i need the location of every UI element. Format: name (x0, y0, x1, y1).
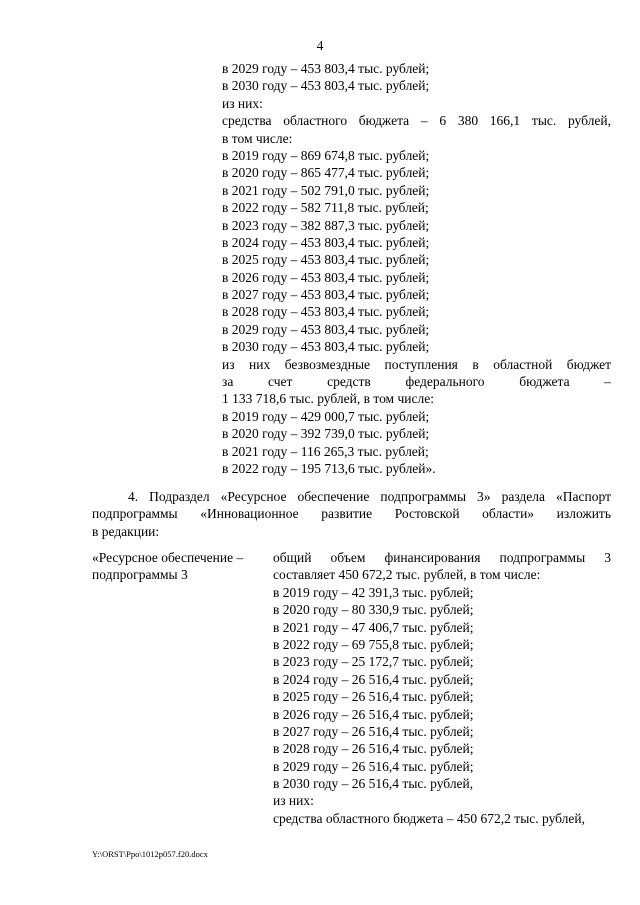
text-line: в 2029 году – 453 803,4 тыс. рублей; (222, 321, 430, 337)
text-line: 4. Подраздел «Ресурсное обеспечение подпрограммы 3» раздела «Паспорт (128, 489, 611, 504)
text-line: составляет 450 672,2 тыс. рублей, в том числе: (273, 567, 541, 583)
text-line: средства областного бюджета – 6 380 166,1 тыс. рублей, (222, 113, 611, 129)
text-line: «Ресурсное обеспечение – (92, 550, 244, 565)
text-line: в 2025 году – 453 803,4 тыс. рублей; (222, 252, 430, 268)
text-line: в 2027 году – 26 516,4 тыс. рублей; (273, 723, 474, 739)
text-line: в 2030 году – 453 803,4 тыс. рублей; (222, 339, 430, 355)
text-line: в 2024 году – 453 803,4 тыс. рублей; (222, 234, 430, 250)
text-line: в 2024 году – 26 516,4 тыс. рублей; (273, 671, 474, 687)
resource-label (92, 549, 272, 584)
text-line: в 2023 году – 25 172,7 тыс. рублей; (273, 654, 474, 670)
text-line: средства областного бюджета – 450 672,2 тыс. рублей, (273, 810, 586, 826)
text-line: в 2021 году – 116 265,3 тыс. рублей; (222, 443, 429, 459)
text-line: в 2021 году – 47 406,7 тыс. рублей; (273, 619, 474, 635)
text-line: в 2027 году – 453 803,4 тыс. рублей; (222, 287, 430, 303)
text-line: из них безвозмездные поступления в областной бюджет (222, 356, 611, 372)
text-line: в 2026 году – 453 803,4 тыс. рублей; (222, 269, 430, 285)
text-line: в редакции: (92, 523, 160, 539)
text-line: в 2030 году – 26 516,4 тыс. рублей, (273, 776, 474, 792)
text-line: в 2022 году – 582 711,8 тыс. рублей; (222, 200, 429, 216)
funding-block-continued (222, 60, 611, 477)
text-line: в 2028 году – 453 803,4 тыс. рублей; (222, 304, 430, 320)
text-line: в 2019 году – 42 391,3 тыс. рублей; (273, 584, 474, 600)
text-line: в том числе: (222, 130, 293, 146)
text-line: в 2022 году – 195 713,6 тыс. рублей». (222, 460, 436, 476)
text-line: в 2020 году – 392 739,0 тыс. рублей; (222, 426, 430, 442)
text-line: в 2020 году – 80 330,9 тыс. рублей; (273, 602, 474, 618)
text-line: в 2023 году – 382 887,3 тыс. рублей; (222, 217, 430, 233)
text-line: в 2029 году – 453 803,4 тыс. рублей; (222, 61, 430, 76)
text-line: в 2026 году – 26 516,4 тыс. рублей; (273, 706, 474, 722)
text-line: за счет средств федерального бюджета – (222, 374, 611, 390)
amendment-paragraph (92, 488, 611, 540)
text-line: в 2028 году – 26 516,4 тыс. рублей; (273, 741, 474, 757)
text-line: подпрограммы «Инновационное развитие Ростовской области» изложить (92, 506, 611, 522)
file-path-footer: Y:\ORST\Ppo\1012p057.f20.docx (92, 849, 208, 859)
page-number: 4 (316, 38, 324, 53)
text-line: в 2029 году – 26 516,4 тыс. рублей; (273, 758, 474, 774)
text-line: в 2019 году – 869 674,8 тыс. рублей; (222, 147, 430, 163)
text-line: в 2022 году – 69 755,8 тыс. рублей; (273, 636, 474, 652)
text-line: из них: (222, 95, 263, 111)
text-line: в 2030 году – 453 803,4 тыс. рублей; (222, 78, 430, 94)
text-line: в 2019 году – 429 000,7 тыс. рублей; (222, 408, 430, 424)
text-line: подпрограммы 3 (92, 567, 188, 583)
text-line: общий объем финансирования подпрограммы 3 (273, 550, 611, 565)
text-line: из них: (273, 793, 314, 809)
text-line: в 2025 году – 26 516,4 тыс. рублей; (273, 689, 474, 705)
text-line: в 2020 году – 865 477,4 тыс. рублей; (222, 165, 430, 181)
text-line: в 2021 году – 502 791,0 тыс. рублей; (222, 182, 430, 198)
funding-block-subprogram-3 (273, 549, 611, 827)
text-line: 1 133 718,6 тыс. рублей, в том числе: (222, 391, 434, 407)
